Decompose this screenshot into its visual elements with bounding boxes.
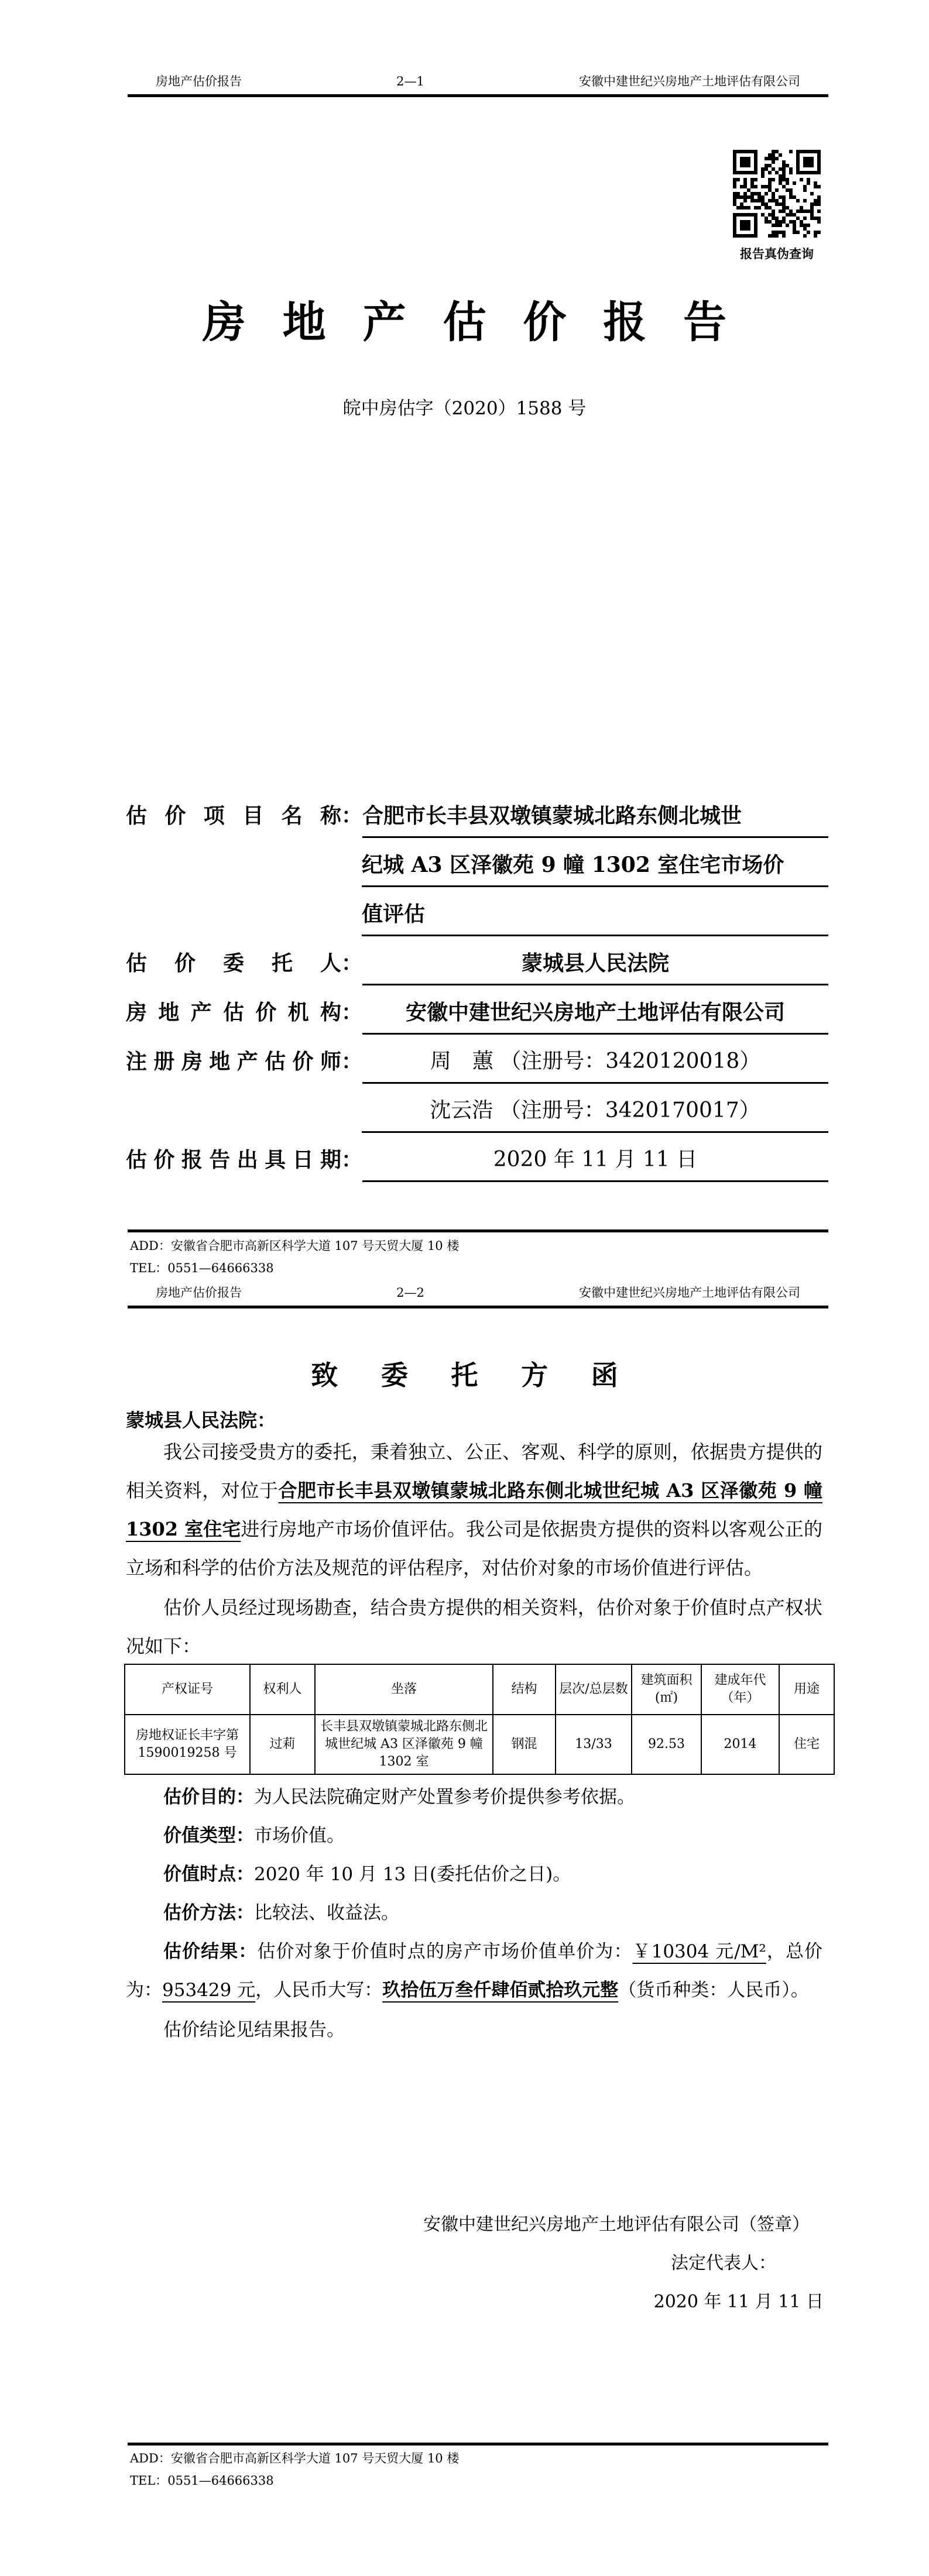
page1-footer-rule	[128, 1229, 828, 1232]
page1-header-company: 安徽中建世纪兴房地产土地评估有限公司	[578, 74, 800, 88]
result-lead: 估价对象于价值时点的房产市场价值单价为：	[257, 1941, 633, 1962]
result-total-price: 953429 元	[162, 1980, 256, 2001]
cell-location: 长丰县双墩镇蒙城北路东侧北城世纪城 A3 区泽徽苑 9 幢 1302 室	[315, 1715, 493, 1774]
col-floor: 层次/总层数	[556, 1664, 632, 1715]
page1-header-doc-title: 房地产估价报告	[156, 74, 242, 88]
item-value-date-label: 价值时点：	[163, 1864, 254, 1885]
item-value-date	[126, 1855, 822, 1894]
colon: ：	[341, 803, 363, 828]
project-name-row-2	[126, 843, 828, 887]
project-name-row-1	[126, 794, 828, 838]
appraiser-row-1	[126, 1039, 828, 1084]
signature-legal-rep: 法定代表人：	[671, 2253, 776, 2273]
report-number: 皖中房估字（2020）1588 号	[342, 398, 587, 419]
cell-cert-no: 房地权证长丰字第 1590019258 号	[125, 1715, 250, 1774]
item-value-date-text: 2020 年 10 月 13 日(委托估价之日)。	[254, 1864, 571, 1885]
paragraph1-tail: 进行房地产市场价值评估。我公司是依据贵方提供的资料以客观公正的立场和科学的估价方法及规范的评估程序，对估价对象的市场价值进行评估。	[126, 1518, 822, 1579]
valuation-items	[126, 1778, 822, 1932]
item-purpose	[126, 1778, 822, 1816]
result-tail: （货币种类：人民币）。	[618, 1980, 809, 2001]
page2-header-company: 安徽中建世纪兴房地产土地评估有限公司	[578, 1286, 800, 1300]
appraiser2-value: 沈云浩 （注册号：3420170017）	[362, 1088, 828, 1133]
result-unit-price: ￥10304 元/M²	[632, 1941, 766, 1962]
result-amount-in-words: 玖拾伍万叁仟肆佰贰拾玖元整	[382, 1980, 619, 2001]
project-name-value-line1: 合肥市长丰县双墩镇蒙城北路东侧北城世	[362, 794, 828, 838]
report-date-row	[126, 1138, 828, 1182]
property-table	[124, 1664, 835, 1775]
agency-row	[126, 990, 828, 1035]
table-header-row	[125, 1664, 834, 1715]
project-name-row-3	[126, 892, 828, 936]
agency-label: 房地产估价机构	[126, 1000, 341, 1025]
conclusion-note: 估价结论见结果报告。	[163, 2019, 345, 2041]
indent-spacer	[126, 843, 362, 887]
col-year: 建成年代（年）	[701, 1664, 779, 1715]
colon: ：	[341, 1049, 363, 1074]
page2-footer-rule	[128, 2443, 828, 2446]
item-method-text: 比较法、收益法。	[254, 1902, 399, 1924]
client-label: 估价委托人	[126, 951, 341, 976]
result-mid: ，总价为：	[126, 1941, 823, 2001]
indent-spacer	[126, 892, 362, 936]
letter-paragraph-1	[126, 1433, 822, 1587]
appraiser-label: 注册房地产估价师	[126, 1049, 341, 1074]
salutation: 蒙城县人民法院：	[126, 1409, 276, 1431]
page1-footer-phone: TEL：0551—64666338	[130, 1261, 274, 1275]
project-name-value-line2: 纪城 A3 区泽徽苑 9 幢 1302 室住宅市场价	[362, 843, 828, 887]
colon: ：	[341, 1000, 363, 1025]
item-purpose-label: 估价目的：	[163, 1787, 254, 1808]
report-date-label: 估价报告出具日期	[126, 1148, 341, 1172]
qr-code	[733, 150, 821, 238]
item-value-type-label: 价值类型：	[163, 1825, 254, 1846]
col-use: 用途	[779, 1664, 834, 1715]
cell-structure: 钢混	[493, 1715, 556, 1774]
page1-header-page-number: 2—1	[396, 74, 424, 88]
agency-value: 安徽中建世纪兴房地产土地评估有限公司	[362, 990, 828, 1035]
col-structure: 结构	[493, 1664, 556, 1715]
appraiser-row-2	[126, 1088, 828, 1133]
project-name-label: 估价项目名称	[126, 803, 341, 828]
page2-header-doc-title: 房地产估价报告	[156, 1286, 242, 1300]
result-label: 估价结果：	[163, 1941, 258, 1962]
signature-company: 安徽中建世纪兴房地产土地评估有限公司（签章）	[423, 2214, 810, 2235]
col-owner: 权利人	[250, 1664, 315, 1715]
item-value-type-text: 市场价值。	[254, 1825, 345, 1846]
cell-floor: 13/33	[556, 1715, 632, 1774]
col-area: 建筑面积(㎡)	[632, 1664, 701, 1715]
client-value: 蒙城县人民法院	[362, 941, 828, 985]
item-value-type	[126, 1816, 822, 1855]
page2-footer-address: ADD：安徽省合肥市高新区科学大道 107 号天贸大厦 10 楼	[130, 2451, 460, 2465]
page2-header-page-number: 2—2	[396, 1286, 424, 1300]
letter-paragraph-2: 估价人员经过现场勘查，结合贵方提供的相关资料，估价对象于价值时点产权状况如下：	[126, 1596, 822, 1657]
page1-footer-address: ADD：安徽省合肥市高新区科学大道 107 号天贸大厦 10 楼	[130, 1239, 460, 1253]
col-location: 坐落	[315, 1664, 493, 1715]
cell-use: 住宅	[779, 1715, 834, 1774]
page2-header	[128, 1285, 828, 1308]
item-method	[126, 1894, 822, 1932]
indent-spacer	[126, 1088, 362, 1133]
item-purpose-text: 为人民法院确定财产处置参考价提供参考依据。	[254, 1787, 635, 1808]
paragraph1-property-name: 合肥市长丰县双墩镇蒙城北路东侧北城世纪城 A3 区泽徽苑 9 幢 1302 室住宅	[126, 1479, 822, 1540]
colon: ：	[341, 1148, 363, 1172]
report-date-value: 2020 年 11 月 11 日	[362, 1138, 828, 1182]
item-method-label: 估价方法：	[163, 1902, 254, 1924]
qr-caption: 报告真伪查询	[740, 246, 814, 261]
page2-footer-phone: TEL：0551—64666338	[130, 2474, 274, 2488]
table-row	[125, 1715, 834, 1774]
valuation-result	[126, 1932, 822, 2010]
page1-header	[128, 74, 828, 97]
signature-date: 2020 年 11 月 11 日	[653, 2292, 824, 2312]
cell-year: 2014	[701, 1715, 779, 1774]
col-cert-no: 产权证号	[125, 1664, 250, 1715]
appraiser1-value: 周 蕙 （注册号：3420120018）	[362, 1039, 828, 1084]
cell-owner: 过莉	[250, 1715, 315, 1774]
project-name-value-line3: 值评估	[362, 892, 828, 936]
letter-title: 致委托方函	[311, 1359, 661, 1391]
report-title: 房地产估价报告	[202, 297, 764, 348]
colon: ：	[341, 951, 363, 976]
result-mid2: ，人民币大写：	[255, 1980, 383, 2001]
cell-area: 92.53	[632, 1715, 701, 1774]
paragraph1-lead: 我公司接受贵方的委托，秉着独立、公正、客观、科学的原则，依据贵方提供的相关资料，对位于	[126, 1441, 822, 1502]
client-row	[126, 941, 828, 985]
